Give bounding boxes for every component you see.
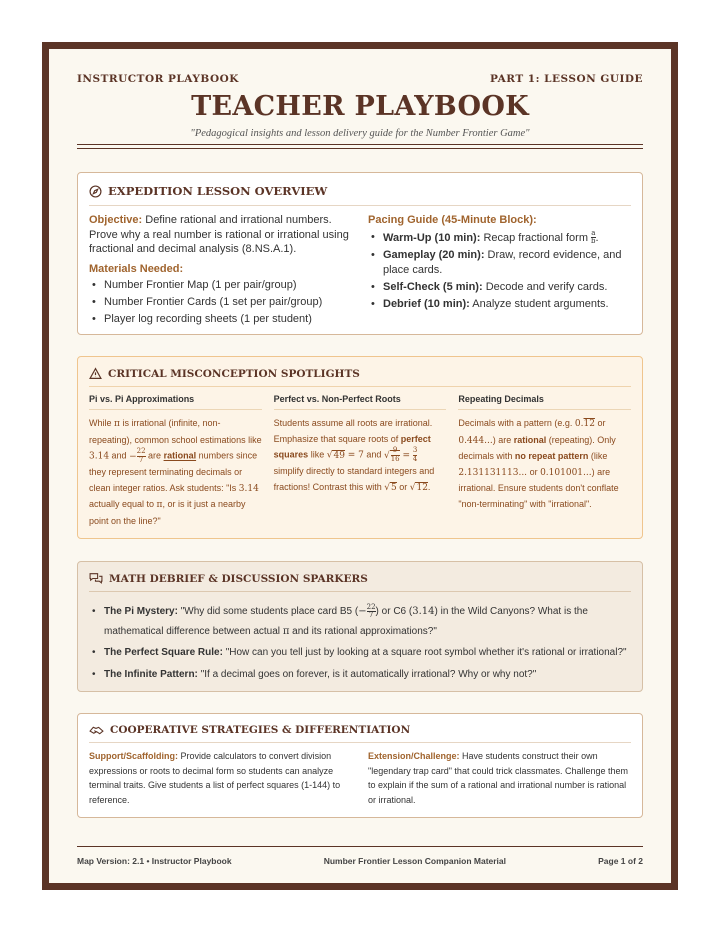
support-column: Support/Scaffolding: Provide calculators to convert division expressions or roots to decimal form so students can analyze terminal traits. Give students a list of perfect squares (1-144) to reference. xyxy=(89,751,341,805)
overview-card xyxy=(77,172,643,335)
page-title: TEACHER PLAYBOOK xyxy=(191,91,529,122)
pacing-label: Pacing Guide (45-Minute Block): xyxy=(368,214,537,226)
page-frame xyxy=(42,42,678,890)
debrief-heading: MATH DEBRIEF & DISCUSSION SPARKERS xyxy=(89,572,631,592)
header-left: INSTRUCTOR PLAYBOOK xyxy=(77,73,239,85)
list-item: • Warm-Up (10 min): Recap fractional form $\frac{a}{b}$ . xyxy=(368,230,631,246)
list-item: • Number Frontier Map (1 per pair/group) xyxy=(89,278,352,293)
overview-heading: EXPEDITION LESSON OVERVIEW xyxy=(89,184,631,206)
header-bar xyxy=(77,73,643,85)
warning-icon xyxy=(89,367,102,380)
extension-column: Extension/Challenge: Have students construct their own "legendary trap card" that could trick classmates. Challenge them to explain if the sum of a rational and irrational number is rational or irrational. xyxy=(368,751,629,805)
list-item: • Gameplay (20 min): Draw, record evidence, and place cards. xyxy=(368,248,631,277)
list-item: • Player log recording sheets (1 per student) xyxy=(89,312,352,327)
footer xyxy=(77,856,643,866)
list-item: • Self-Check (5 min): Decode and verify cards. xyxy=(368,280,631,295)
list-item: • The Infinite Pattern: "If a decimal goes on forever, is it automatically irrational? Why or why not?" xyxy=(89,665,631,685)
footer-left: Map Version: 2.1 • Instructor Playbook xyxy=(77,856,232,866)
list-item: • Number Frontier Cards (1 set per pair/group) xyxy=(89,295,352,310)
list-item: • Debrief (10 min): Analyze student arguments. xyxy=(368,297,631,312)
header-rule-thin xyxy=(77,148,643,149)
list-item: • The Perfect Square Rule: "How can you tell just by looking at a square root symbol whether it's rational or irrational?" xyxy=(89,643,631,663)
overview-left-column xyxy=(89,213,352,329)
misconception-pi: Pi vs. Pi Approximations While π is irrational (infinite, non-repeating), common school estimations like 3.14 and − $\frac{22}{7}$ are rational numbers since they represent terminating decimals or clean integer ratios. Ask students: "Is 3.14 actually equal to π, or is it just a nearby point on the line?" xyxy=(89,394,262,529)
misconception-pi-text: While π is irrational (infinite, non-repeating), common school estimations like 3.14 and − $\frac{22}{7}$ are rational numbers since they represent terminating decimals or clean integer ratios. Ask students: "Is 3.14 actually equal to π, or is it just a nearby point on the line?" xyxy=(89,418,262,526)
misconception-roots: Perfect vs. Non-Perfect Roots Students assume all roots are irrational. Emphasize that square roots of perfect squares like √49 = 7 and √ $\frac{9}{16}$ = $\frac{3}{4}$ simplify directly to standard integers and fractions! Contrast this with √5 or √12. xyxy=(274,394,447,529)
misconception-heading: CRITICAL MISCONCEPTION SPOTLIGHTS xyxy=(89,367,631,387)
cooperative-card xyxy=(77,713,643,818)
chat-icon xyxy=(89,572,103,585)
header-rule xyxy=(77,144,643,145)
debrief-list xyxy=(89,602,631,684)
footer-page-number: Page 1 of 2 xyxy=(598,856,643,866)
cooperative-heading: COOPERATIVE STRATEGIES & DIFFERENTIATION xyxy=(89,724,631,743)
header-right: PART 1: LESSON GUIDE xyxy=(490,73,643,85)
debrief-card xyxy=(77,561,643,692)
misconception-card xyxy=(77,356,643,539)
misconception-decimals: Repeating Decimals Decimals with a pattern (e.g. 0.12 or 0.444...) are rational (repeating). Only decimals with no repeat pattern (like 2.131131113... or 0.101001...) are irrational. Ensure students don't conflate "non-terminating" with "irrational". xyxy=(458,394,631,529)
footer-center: Number Frontier Lesson Companion Material xyxy=(323,856,507,866)
materials-label: Materials Needed: xyxy=(89,262,184,275)
footer-rule xyxy=(77,846,643,847)
list-item: • The Pi Mystery: "Why did some students place card B5 (− $\frac{22}{7}$ ) or C6 (3.14) in the Wild Canyons? What is the mathematical difference between actual π and its rational approximations?" xyxy=(89,602,631,641)
compass-icon xyxy=(89,185,102,198)
objective: Objective: Define rational and irrational numbers. Prove why a real number is rational or irrational using fractional and decimal analysis (8.NS.A.1). xyxy=(89,214,349,255)
page-subtitle: "Pedagogical insights and lesson delivery guide for the Number Frontier Game" xyxy=(190,128,530,139)
overview-right-column xyxy=(368,213,631,329)
misconception-decimals-text: Decimals with a pattern (e.g. 0.12 or 0.444...) are rational (repeating). Only decimals with no repeat pattern (like 2.131131113... or 0.101001...) are irrational. Ensure students don't conflate "non-terminating" with "irrational". xyxy=(458,418,619,509)
misconception-roots-text: Students assume all roots are irrational. Emphasize that square roots of perfect squares like √49 = 7 and √ $\frac{9}{16}$ = $\frac{3}{4}$ simplify directly to standard integers and fractions! Contrast this with √5 or √12. xyxy=(273,418,435,493)
pacing-list xyxy=(368,230,631,312)
materials-list xyxy=(89,278,352,327)
handshake-icon xyxy=(89,724,104,736)
